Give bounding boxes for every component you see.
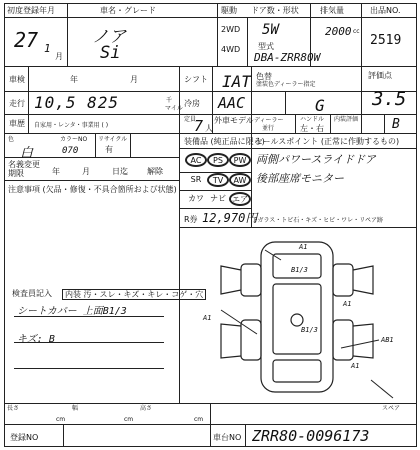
color-change-label: 色替 bbox=[256, 72, 272, 81]
grid-line bbox=[4, 17, 417, 18]
sales-point-label: セールスポイント (正常に作動するもの) bbox=[255, 137, 400, 146]
grid-line bbox=[212, 66, 213, 133]
grid-line bbox=[245, 424, 246, 447]
color-change-sub: 塗装色ディーラー指定 bbox=[256, 81, 316, 88]
interior-label: 内装評価 bbox=[334, 116, 359, 123]
notes-label: 注意事項 (欠品・修復・不具合箇所および状態) bbox=[8, 185, 177, 194]
mileage-value: 10,5 825 bbox=[34, 93, 120, 112]
grid-line bbox=[4, 180, 179, 181]
equipment-label: 装備品 (純正品に限る) bbox=[184, 137, 265, 146]
grid-line bbox=[63, 424, 64, 447]
grid-line bbox=[361, 3, 362, 133]
shift-label: シフト bbox=[184, 75, 208, 84]
displacement-label: 排気量 bbox=[320, 6, 344, 15]
inspection-label: 車検 bbox=[9, 75, 25, 84]
grid-line bbox=[4, 133, 417, 134]
name-change-receipt: 解除 bbox=[147, 167, 163, 176]
mileage-label: 走行 bbox=[9, 99, 25, 108]
import-sub1: ディーラー bbox=[254, 117, 284, 124]
grid-line bbox=[179, 227, 417, 228]
grid-line bbox=[179, 66, 180, 403]
grid-line bbox=[67, 3, 68, 66]
glass-label: Fガラス・トビ石・キズ・ヒビ・ワレ・リペア跡 bbox=[254, 217, 384, 224]
damage-mark: B1/3 bbox=[301, 326, 318, 334]
grid-line bbox=[4, 91, 417, 92]
damage-mark: B1/3 bbox=[291, 266, 308, 274]
chassis-value: ZRR80-0096173 bbox=[252, 427, 370, 445]
grid-line bbox=[130, 133, 131, 157]
sales-point-line1: 両側パワースライドドア bbox=[256, 153, 376, 166]
ac-label: 冷房 bbox=[184, 99, 200, 108]
grid-line bbox=[330, 114, 331, 133]
grid-line bbox=[95, 133, 96, 157]
grid-line bbox=[217, 17, 218, 66]
lot-label: 出品NO. bbox=[370, 6, 401, 15]
recycle-fee-value: 12,970円 bbox=[202, 211, 258, 225]
grid-line bbox=[210, 424, 211, 447]
equipment-ac: AC bbox=[185, 153, 207, 167]
first-reg-year: 27 bbox=[14, 28, 39, 52]
drive-2wd: 2WD bbox=[221, 25, 241, 34]
width-unit: cm bbox=[124, 416, 134, 423]
inspector-options: 内装 汚・スレ・キズ・キレ・コゲ・穴 bbox=[62, 289, 206, 300]
month-unit: 月 bbox=[55, 52, 63, 61]
damage-mark: AB1 bbox=[381, 336, 394, 344]
name-change-day: 日迄 bbox=[112, 167, 128, 176]
score-label: 評価点 bbox=[368, 71, 392, 80]
equipment-tv: TV bbox=[207, 173, 229, 187]
inspector-line1: シートカバー 上面B1/3 bbox=[17, 306, 127, 317]
displacement-unit: cc bbox=[353, 28, 360, 35]
grid-line bbox=[251, 66, 252, 114]
color-value: 白 bbox=[20, 146, 34, 161]
grade: Si bbox=[100, 43, 121, 63]
name-change-year: 年 bbox=[52, 167, 60, 176]
damage-mark: A1 bbox=[203, 314, 212, 322]
model-type-label: 型式 bbox=[258, 42, 274, 51]
grid-line bbox=[179, 190, 251, 191]
grid-line bbox=[4, 114, 417, 115]
damage-mark: A1 bbox=[299, 243, 308, 251]
score-value: 3.5 bbox=[372, 88, 407, 110]
doors-shape-label: ドア数・形状 bbox=[251, 6, 299, 15]
inspection-month: 月 bbox=[130, 75, 138, 84]
width-label: 幅 bbox=[72, 405, 79, 412]
drive-label: 駆動 bbox=[221, 6, 237, 15]
inspector-label: 検査員記入 bbox=[12, 289, 52, 298]
shift-value: IAT bbox=[222, 72, 251, 91]
grid-line bbox=[179, 148, 417, 149]
grid-line bbox=[295, 114, 296, 133]
inspector-line2: キズ: B bbox=[17, 334, 55, 345]
height-label: 高さ bbox=[140, 405, 153, 412]
length-label: 長さ bbox=[7, 405, 20, 412]
car-diagram bbox=[181, 230, 415, 402]
grid-line bbox=[247, 17, 248, 66]
equipment-aw: AW bbox=[229, 173, 251, 187]
mileage-unit-thousand: 千 bbox=[166, 97, 173, 104]
first-reg-month: 1 bbox=[44, 42, 51, 55]
color-no-value: 070 bbox=[62, 146, 79, 156]
inspection-year: 年 bbox=[70, 75, 78, 84]
sales-point-line2: 後部座席モニター bbox=[256, 172, 344, 185]
import-sub2: 並行 bbox=[262, 125, 275, 132]
equipment-navi: ナビ bbox=[207, 192, 229, 206]
capacity-label: 定員 bbox=[184, 116, 197, 123]
recycle-label: リサイクル bbox=[98, 136, 128, 143]
damage-mark: A1 bbox=[351, 362, 360, 370]
name-change-label: 名義変更期限 bbox=[8, 160, 40, 178]
drive-4wd: 4WD bbox=[221, 45, 241, 54]
import-label: 外車モデル bbox=[214, 116, 254, 125]
equipment-airbag: エア bbox=[229, 192, 251, 206]
equipment-sr: SR bbox=[185, 173, 207, 187]
history-label: 車歴 bbox=[9, 119, 25, 128]
equipment-leather: カワ bbox=[185, 192, 207, 206]
equipment-pw: PW bbox=[229, 153, 251, 167]
handle-label: ハンドル bbox=[300, 116, 325, 123]
reg-no-label: 登録NO bbox=[10, 433, 39, 442]
grid-line bbox=[28, 66, 29, 133]
mileage-unit: マイル bbox=[165, 105, 183, 112]
interior-value: B bbox=[392, 117, 400, 132]
color-label: 色 bbox=[8, 136, 15, 143]
length-unit: cm bbox=[56, 416, 66, 423]
capacity-value: 7 bbox=[194, 117, 204, 135]
grid-line bbox=[4, 66, 417, 67]
displacement-value: 2000 bbox=[325, 25, 352, 38]
first-reg-label: 初度登録年月 bbox=[7, 6, 55, 15]
handle-value: 左・右 bbox=[300, 124, 324, 133]
capacity-unit: 人 bbox=[205, 124, 213, 133]
color-no-label: カラーNO bbox=[60, 136, 88, 143]
damage-mark: A1 bbox=[343, 300, 352, 308]
grid-line bbox=[384, 114, 385, 133]
recycle-fee-label: R券 bbox=[184, 215, 198, 224]
doors-value: 5W bbox=[262, 22, 279, 38]
color-change-value: G bbox=[315, 96, 325, 115]
recycle-value: 有 bbox=[105, 145, 113, 154]
note-line bbox=[14, 368, 164, 369]
spare-label: スペア bbox=[382, 405, 401, 412]
lot-number: 2519 bbox=[370, 33, 402, 48]
chassis-label: 車台NO bbox=[213, 433, 242, 442]
name-change-month: 月 bbox=[82, 167, 90, 176]
grid-line bbox=[285, 91, 286, 114]
history-options: 自家用・レンタ・事業用 ( ) bbox=[34, 122, 109, 129]
model-grade-label: 車名・グレード bbox=[100, 6, 156, 15]
model-type-value: DBA-ZRR80W bbox=[254, 51, 321, 64]
model-name: ノア bbox=[92, 27, 126, 47]
ac-value: AAC bbox=[218, 94, 246, 112]
equipment-ps: PS bbox=[207, 153, 229, 167]
grid-line bbox=[210, 403, 211, 424]
height-unit: cm bbox=[194, 416, 204, 423]
